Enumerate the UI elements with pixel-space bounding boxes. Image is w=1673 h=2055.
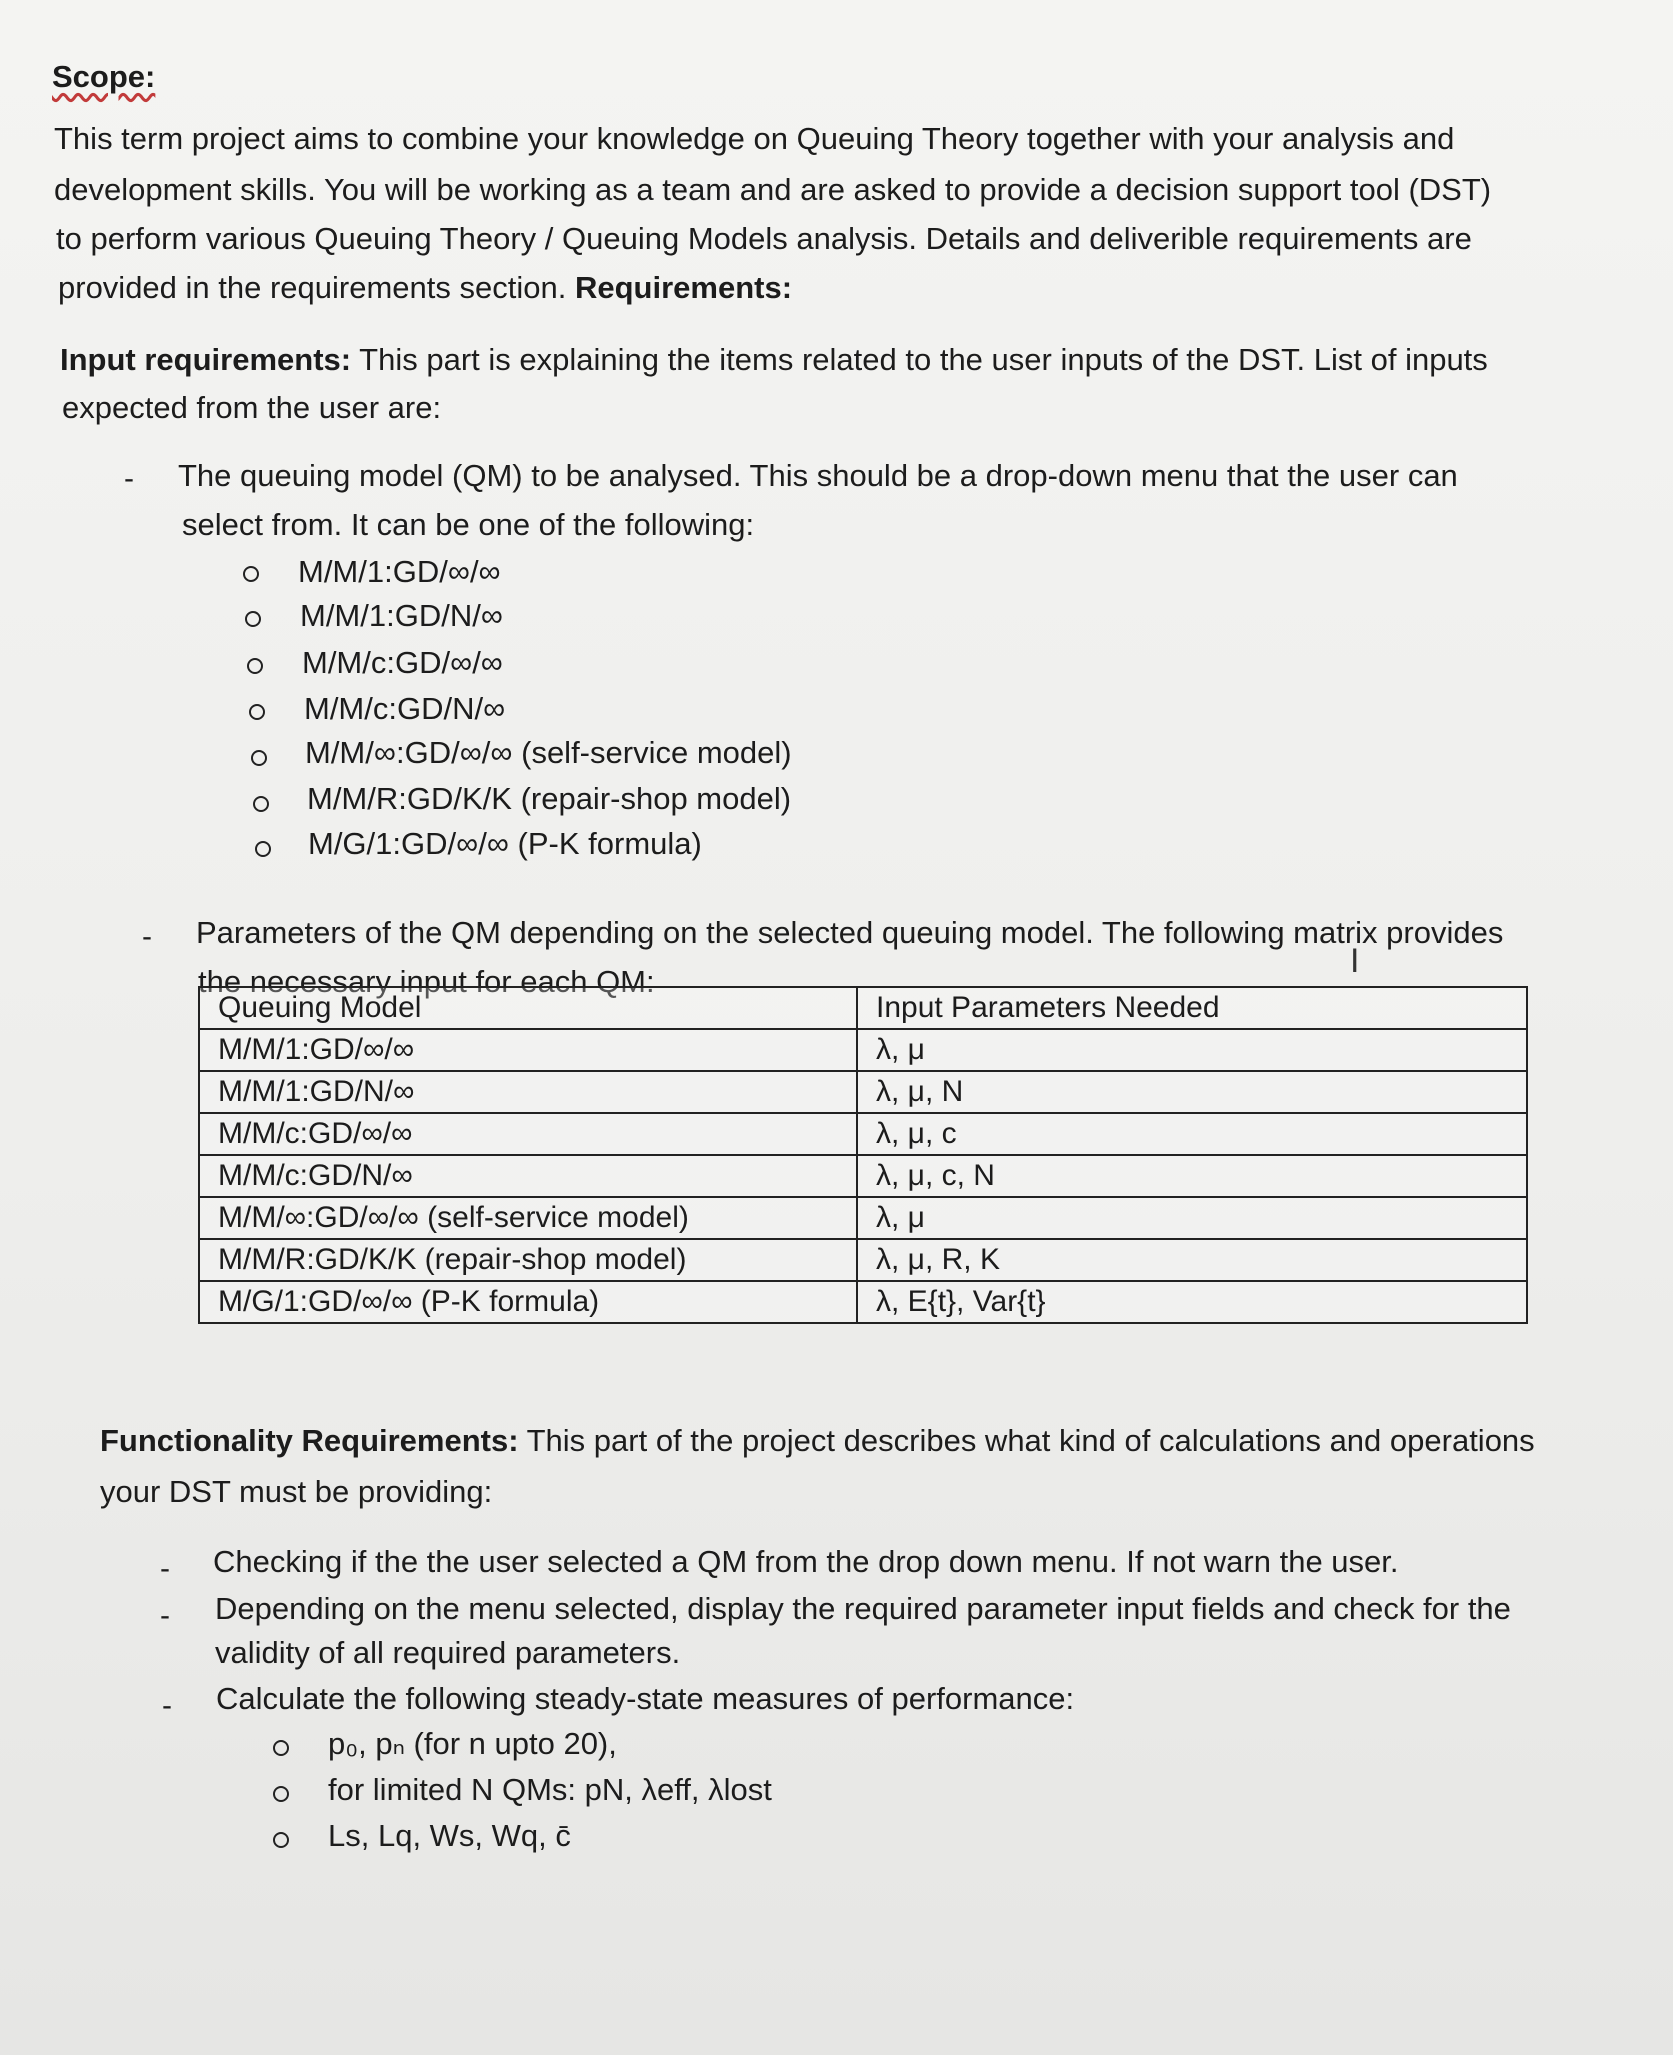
list-circle-icon <box>253 796 269 812</box>
parameters-table <box>198 986 1528 1324</box>
table-cell-params: λ, μ, R, K <box>857 1239 1527 1281</box>
intro-line-3: to perform various Queuing Theory / Queuing Models analysis. Details and deliverible requirements are <box>56 221 1472 256</box>
table-cell-params: λ, μ <box>857 1197 1527 1239</box>
func-bullet-2-line-2: validity of all required parameters. <box>215 1635 681 1670</box>
table-cell-model: M/M/R:GD/K/K (repair-shop model) <box>199 1239 857 1281</box>
table-cell-model: M/M/1:GD/∞/∞ <box>199 1029 857 1071</box>
text-cursor-icon: I <box>1350 942 1360 980</box>
list-circle-icon <box>251 750 267 766</box>
table-row <box>199 1113 1527 1155</box>
table-row <box>199 1239 1527 1281</box>
qm-option: M/G/1:GD/∞/∞ (P-K formula) <box>308 826 702 861</box>
scope-heading: Scope: <box>52 59 156 94</box>
table-cell-params: λ, μ <box>857 1029 1527 1071</box>
bullet-dash: - <box>160 1599 170 1632</box>
bullet-dash: - <box>124 462 134 495</box>
measure-item: for limited N QMs: pN, λeff, λlost <box>328 1772 772 1807</box>
measure-item: p₀, pₙ (for n upto 20), <box>328 1726 617 1761</box>
qm-option: M/M/R:GD/K/K (repair-shop model) <box>307 781 792 816</box>
qm-option: M/M/c:GD/N/∞ <box>304 691 506 726</box>
list-circle-icon <box>249 704 265 720</box>
table-header-cell: Input Parameters Needed <box>857 987 1527 1029</box>
table-row <box>199 1281 1527 1323</box>
table-row <box>199 1071 1527 1113</box>
table-row <box>199 1155 1527 1197</box>
input-requirements-line-1 <box>60 341 1488 378</box>
intro-line-2: development skills. You will be working as a team and are asked to provide a decision support tool (DST) <box>54 172 1492 207</box>
bullet-dash: - <box>160 1552 170 1585</box>
table-cell-model: M/M/∞:GD/∞/∞ (self-service model) <box>199 1197 857 1239</box>
list-circle-icon <box>255 841 271 857</box>
table-cell-params: λ, E{t}, Var{t} <box>857 1281 1527 1323</box>
func-bullet-1: Checking if the the user selected a QM from the drop down menu. If not warn the user. <box>213 1544 1399 1579</box>
table-cell-params: λ, μ, c, N <box>857 1155 1527 1197</box>
qm-option: M/M/c:GD/∞/∞ <box>302 645 503 680</box>
func-requirements-line-1 <box>100 1422 1535 1459</box>
table-header-cell: Queuing Model <box>199 987 857 1029</box>
measure-item: Ls, Lq, Ws, Wq, c̄ <box>328 1818 571 1853</box>
func-requirements-label: Functionality Requirements: <box>100 1423 519 1458</box>
qm-option: M/M/1:GD/∞/∞ <box>298 554 501 589</box>
list-circle-icon <box>243 566 259 582</box>
table-cell-model: M/M/1:GD/N/∞ <box>199 1071 857 1113</box>
table-cell-model: M/M/c:GD/∞/∞ <box>199 1113 857 1155</box>
func-bullet-2-line-1: Depending on the menu selected, display the required parameter input fields and check for the <box>215 1591 1511 1626</box>
input-requirements-label: Input requirements: <box>60 342 352 377</box>
list-circle-icon <box>247 658 263 674</box>
table-header-row <box>199 987 1527 1029</box>
table-cell-model: M/M/c:GD/N/∞ <box>199 1155 857 1197</box>
params-bullet-line-1: Parameters of the QM depending on the selected queuing model. The following matrix provides <box>196 915 1504 950</box>
bullet-dash: - <box>162 1689 172 1722</box>
qm-option: M/M/1:GD/N/∞ <box>300 598 503 633</box>
table-cell-params: λ, μ, N <box>857 1071 1527 1113</box>
list-circle-icon <box>273 1832 289 1848</box>
func-requirements-line-2: your DST must be providing: <box>100 1474 493 1509</box>
qm-bullet-line-2: select from. It can be one of the following: <box>182 507 755 542</box>
qm-bullet-line-1: The queuing model (QM) to be analysed. This should be a drop-down menu that the user can <box>178 458 1458 493</box>
params-bullet-line-2: the necessary input for each QM: <box>198 964 655 999</box>
func-requirements-text: This part of the project describes what kind of calculations and operations <box>526 1423 1535 1458</box>
table-row <box>199 1029 1527 1071</box>
intro-line-4 <box>58 269 792 306</box>
list-circle-icon <box>245 611 261 627</box>
table-cell-params: λ, μ, c <box>857 1113 1527 1155</box>
intro-line-1: This term project aims to combine your knowledge on Queuing Theory together with your analysis and <box>54 121 1455 156</box>
bullet-dash: - <box>142 920 152 953</box>
input-requirements-text: This part is explaining the items related to the user inputs of the DST. List of inputs <box>359 342 1488 377</box>
list-circle-icon <box>273 1786 289 1802</box>
table-cell-model: M/G/1:GD/∞/∞ (P-K formula) <box>199 1281 857 1323</box>
intro-line-4-text: provided in the requirements section. <box>58 270 567 305</box>
requirements-heading: Requirements: <box>574 270 793 305</box>
table-row <box>199 1197 1527 1239</box>
func-bullet-3: Calculate the following steady-state measures of performance: <box>216 1681 1075 1716</box>
input-requirements-line-2: expected from the user are: <box>62 390 442 425</box>
qm-option: M/M/∞:GD/∞/∞ (self-service model) <box>305 735 792 770</box>
list-circle-icon <box>273 1740 289 1756</box>
